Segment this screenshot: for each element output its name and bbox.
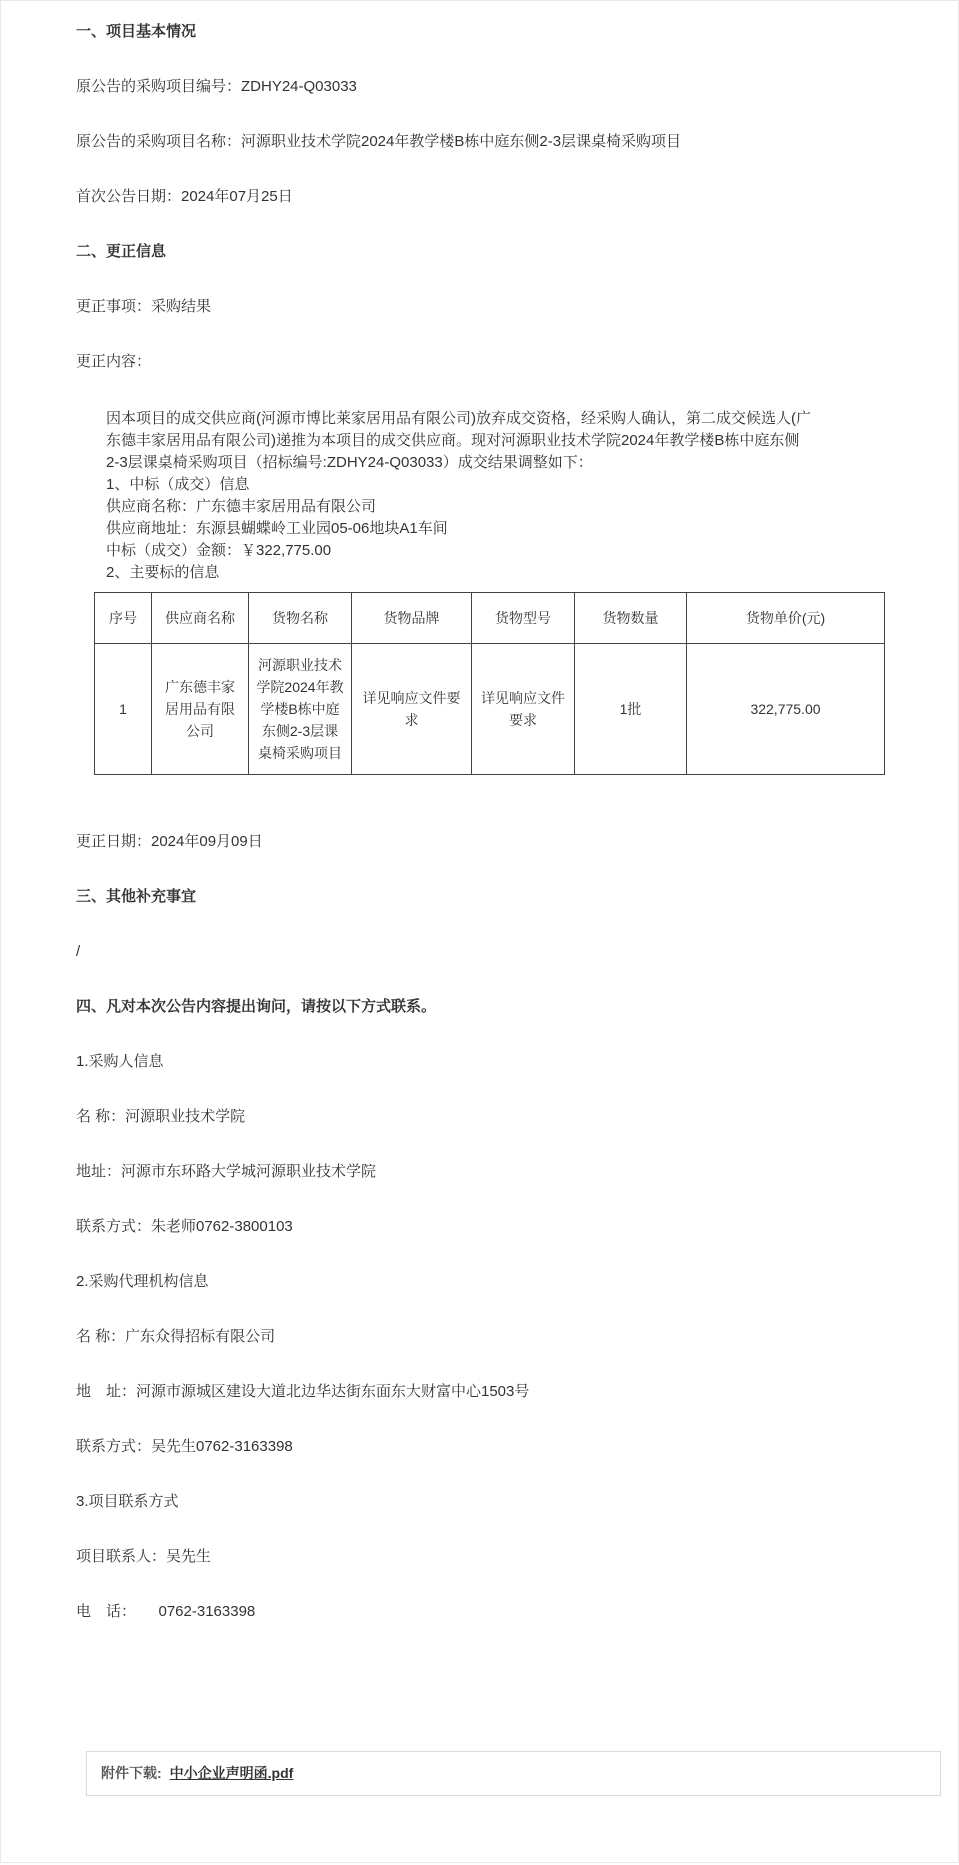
cell-goods-model: 详见响应文件要求 xyxy=(472,644,575,775)
col-goods-qty: 货物数量 xyxy=(575,593,687,644)
col-goods-name: 货物名称 xyxy=(249,593,352,644)
orig-project-number-line: 原公告的采购项目编号：ZDHY24-Q03033 xyxy=(76,78,357,95)
first-announcement-date-line: 首次公告日期：2024年07月25日 xyxy=(76,188,293,205)
correction-content-label: 更正内容： xyxy=(76,353,152,370)
award-table-row xyxy=(95,644,885,775)
cell-supplier: 广东德丰家居用品有限公司 xyxy=(152,644,249,775)
correction-content-block xyxy=(106,408,898,775)
section4-heading: 四、凡对本次公告内容提出询问，请按以下方式联系。 xyxy=(76,998,437,1015)
section1-heading: 一、项目基本情况 xyxy=(76,23,197,40)
notice-document xyxy=(1,1,958,1816)
attachment-bar xyxy=(86,1751,941,1796)
section2-heading: 二、更正信息 xyxy=(76,243,167,260)
purchaser-info-subheading: 1.采购人信息 xyxy=(76,1053,164,1070)
award-table xyxy=(94,592,885,775)
project-phone-line: 电 话： 0762-3163398 xyxy=(76,1603,256,1620)
project-contact-person-line: 项目联系人：吴先生 xyxy=(76,1548,212,1565)
cell-unit-price: 322,775.00 xyxy=(687,644,885,775)
cell-goods-brand: 详见响应文件要求 xyxy=(352,644,472,775)
col-unit-price: 货物单价(元) xyxy=(687,593,885,644)
col-goods-model: 货物型号 xyxy=(472,593,575,644)
supplier-address-line: 供应商地址：东源县蝴蝶岭工业园05-06地块A1车间 xyxy=(106,520,448,537)
project-contact-subheading: 3.项目联系方式 xyxy=(76,1493,179,1510)
correction-content-line: 2-3层课桌椅采购项目（招标编号:ZDHY24-Q03033）成交结果调整如下： xyxy=(106,454,593,471)
agency-info-subheading: 2.采购代理机构信息 xyxy=(76,1273,209,1290)
main-subject-subheading: 2、主要标的信息 xyxy=(106,564,220,581)
supplier-name-line: 供应商名称：广东德丰家居用品有限公司 xyxy=(106,498,377,515)
col-goods-brand: 货物品牌 xyxy=(352,593,472,644)
col-seq: 序号 xyxy=(95,593,152,644)
agency-name-line: 名 称：广东众得招标有限公司 xyxy=(76,1328,276,1345)
purchaser-contact-line: 联系方式：朱老师0762-3800103 xyxy=(76,1218,293,1235)
purchaser-name-line: 名 称：河源职业技术学院 xyxy=(76,1108,246,1125)
section3-content: / xyxy=(76,943,81,960)
agency-contact-line: 联系方式：吴先生0762-3163398 xyxy=(76,1438,293,1455)
agency-address-line: 地 址：河源市源城区建设大道北边华达街东面东大财富中心1503号 xyxy=(76,1383,530,1400)
correction-content-line: 东德丰家居用品有限公司)递推为本项目的成交供应商。现对河源职业技术学院2024年教学楼B栋中庭东侧 xyxy=(106,432,800,449)
correction-date-line: 更正日期：2024年09月09日 xyxy=(76,833,263,850)
attachment-pdf-link[interactable]: 中小企业声明函.pdf xyxy=(169,1765,294,1781)
correction-item-line: 更正事项：采购结果 xyxy=(76,298,212,315)
cell-goods-qty: 1批 xyxy=(575,644,687,775)
purchaser-address-line: 地址：河源市东环路大学城河源职业技术学院 xyxy=(76,1163,377,1180)
award-amount-line: 中标（成交）金额：￥322,775.00 xyxy=(106,542,332,559)
cell-goods-name: 河源职业技术学院2024年教学楼B栋中庭东侧2-3层课桌椅采购项目 xyxy=(249,644,352,775)
award-info-subheading: 1、中标（成交）信息 xyxy=(106,476,250,493)
attachment-label: 附件下载: xyxy=(101,1765,162,1781)
col-supplier: 供应商名称 xyxy=(152,593,249,644)
orig-project-name-line: 原公告的采购项目名称：河源职业技术学院2024年教学楼B栋中庭东侧2-3层课桌椅采购项目 xyxy=(76,133,682,150)
section3-heading: 三、其他补充事宜 xyxy=(76,888,197,905)
correction-content-line: 因本项目的成交供应商(河源市博比莱家居用品有限公司)放弃成交资格，经采购人确认，第二成交候选人(广 xyxy=(106,410,811,427)
cell-seq: 1 xyxy=(95,644,152,775)
award-table-header-row xyxy=(95,593,885,644)
